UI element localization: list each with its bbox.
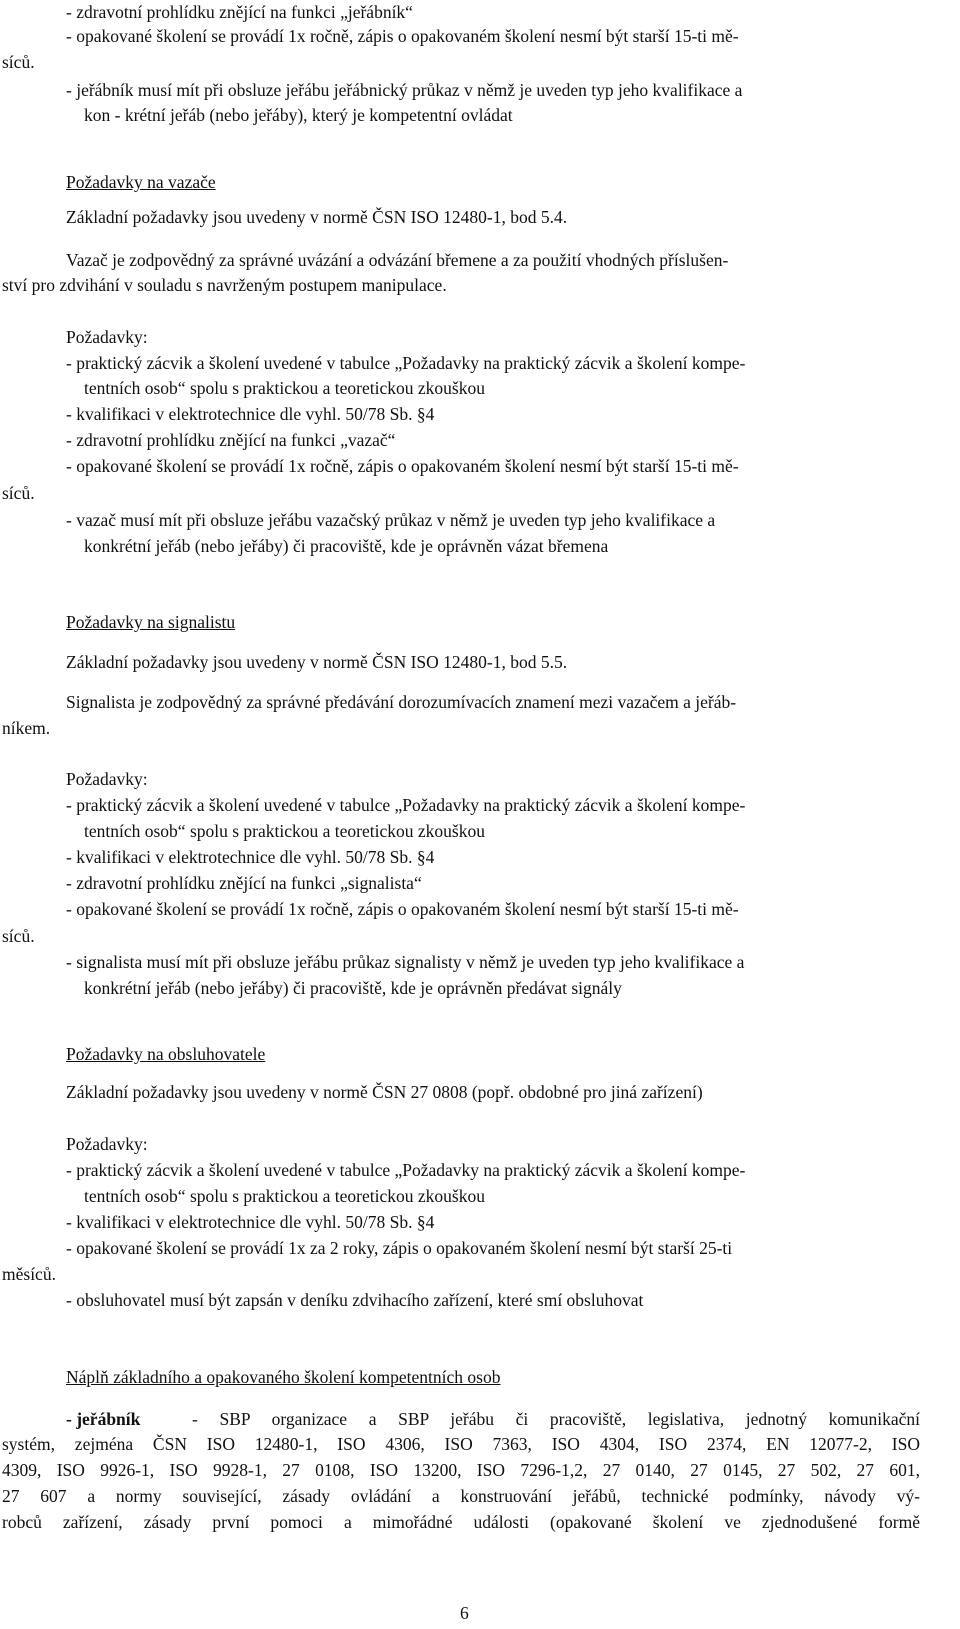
operator-req-training-cont: měsíců. [2, 1264, 56, 1284]
crane-req-license: - jeřábník musí mít při obsluze jeřábu jeřábnický průkaz v němž je uveden typ jeho kvalifikace a [66, 80, 743, 100]
binder-req-license: - vazač musí mít při obsluze jeřábu vazačský průkaz v němž je uveden typ jeho kvalifikace a [66, 510, 716, 530]
signal-req-training-cont: síců. [2, 926, 35, 946]
binder-req-training: - opakované školení se provádí 1x ročně, zápis o opakovaném školení nesmí být starší 15-ti mě- [66, 456, 739, 476]
page-number: 6 [460, 1603, 469, 1623]
signal-requirements-label: Požadavky: [66, 769, 148, 789]
binder-req-practical: - praktický zácvik a školení uvedené v tabulce „Požadavky na praktický zácvik a školení kompe- [66, 353, 746, 373]
binder-basic-requirements: Základní požadavky jsou uvedeny v normě ČSN ISO 12480-1, bod 5.4. [66, 207, 568, 227]
binder-req-practical-cont: tentních osob“ spolu s praktickou a teoretickou zkouškou [84, 378, 485, 398]
signal-req-training: - opakované školení se provádí 1x ročně, zápis o opakovaném školení nesmí být starší 15-ti mě- [66, 899, 739, 919]
binder-req-license-cont: konkrétní jeřáb (nebo jeřáby) či pracoviště, kde je oprávněn vázat břemena [84, 536, 609, 556]
training-crane-text-4: 27 607 a normy související, zásady ovládání a konstruování jeřábů, technické podmínky, návody vý- [2, 1486, 920, 1506]
crane-req-training: - opakované školení se provádí 1x ročně, zápis o opakovaném školení nesmí být starší 15-ti mě- [66, 26, 739, 46]
crane-req-license-cont: kon - krétní jeřáb (nebo jeřáby), který je kompetentní ovládat [84, 105, 513, 125]
binder-req-training-cont: síců. [2, 483, 35, 503]
signal-responsibility: Signalista je zodpovědný za správné předávání dorozumívacích znamení mezi vazačem a jeřáb- [66, 692, 737, 712]
binder-req-electro: - kvalifikaci v elektrotechnice dle vyhl. 50/78 Sb. §4 [66, 404, 435, 424]
binder-req-medical: - zdravotní prohlídku znějící na funkci „vazač“ [66, 430, 396, 450]
training-crane-label: - jeřábník [66, 1409, 141, 1429]
crane-req-training-cont: síců. [2, 52, 35, 72]
operator-req-electro: - kvalifikaci v elektrotechnice dle vyhl. 50/78 Sb. §4 [66, 1212, 435, 1232]
binder-responsibility: Vazač je zodpovědný za správné uvázání a odvázání břemene a za použití vhodných příslušen- [66, 250, 729, 270]
signal-req-practical-cont: tentních osob“ spolu s praktickou a teoretickou zkouškou [84, 821, 485, 841]
training-crane-text-5: robců zařízení, zásady první pomoci a mimořádné události (opakované školení ve zjednodušené formě [2, 1512, 920, 1532]
signal-req-license: - signalista musí mít při obsluze jeřábu průkaz signalisty v němž je uveden typ jeho kvalifikace a [66, 952, 745, 972]
training-crane-text-2: systém, zejména ČSN ISO 12480-1, ISO 4306, ISO 7363, ISO 4304, ISO 2374, EN 12077-2, ISO [2, 1434, 920, 1454]
signal-responsibility-cont: níkem. [2, 718, 51, 738]
training-crane-text-3: 4309, ISO 9926-1, ISO 9928-1, 27 0108, ISO 13200, ISO 7296-1,2, 27 0140, 27 0145, 27 502, 27 601, [2, 1460, 920, 1480]
operator-requirements-label: Požadavky: [66, 1134, 148, 1154]
training-crane-text-1: - SBP organizace a SBP jeřábu či pracoviště, legislativa, jednotný komunikační [192, 1409, 920, 1429]
signal-req-electro: - kvalifikaci v elektrotechnice dle vyhl. 50/78 Sb. §4 [66, 847, 435, 867]
operator-req-logbook: - obsluhovatel musí být zapsán v deníku zdvihacího zařízení, které smí obsluhovat [66, 1290, 644, 1310]
binder-heading: Požadavky na vazače [66, 172, 216, 192]
signal-req-medical: - zdravotní prohlídku znějící na funkci „signalista“ [66, 873, 422, 893]
binder-responsibility-cont: ství pro zdvihání v souladu s navrženým postupem manipulace. [2, 275, 447, 295]
crane-req-medical: - zdravotní prohlídku znějící na funkci „jeřábník“ [66, 2, 413, 22]
operator-req-training: - opakované školení se provádí 1x za 2 roky, zápis o opakovaném školení nesmí být starší 25-ti [66, 1238, 733, 1258]
signal-req-license-cont: konkrétní jeřáb (nebo jeřáby) či pracoviště, kde je oprávněn předávat signály [84, 978, 622, 998]
operator-basic-requirements: Základní požadavky jsou uvedeny v normě ČSN 27 0808 (popř. obdobné pro jiná zařízení) [66, 1082, 703, 1102]
operator-req-practical-cont: tentních osob“ spolu s praktickou a teoretickou zkouškou [84, 1186, 485, 1206]
signal-req-practical: - praktický zácvik a školení uvedené v tabulce „Požadavky na praktický zácvik a školení kompe- [66, 795, 746, 815]
signal-basic-requirements: Základní požadavky jsou uvedeny v normě ČSN ISO 12480-1, bod 5.5. [66, 652, 568, 672]
signal-heading: Požadavky na signalistu [66, 612, 236, 632]
operator-heading: Požadavky na obsluhovatele [66, 1044, 266, 1064]
training-heading: Náplň základního a opakovaného školení kompetentních osob [66, 1367, 501, 1387]
binder-requirements-label: Požadavky: [66, 327, 148, 347]
operator-req-practical: - praktický zácvik a školení uvedené v tabulce „Požadavky na praktický zácvik a školení kompe- [66, 1160, 746, 1180]
